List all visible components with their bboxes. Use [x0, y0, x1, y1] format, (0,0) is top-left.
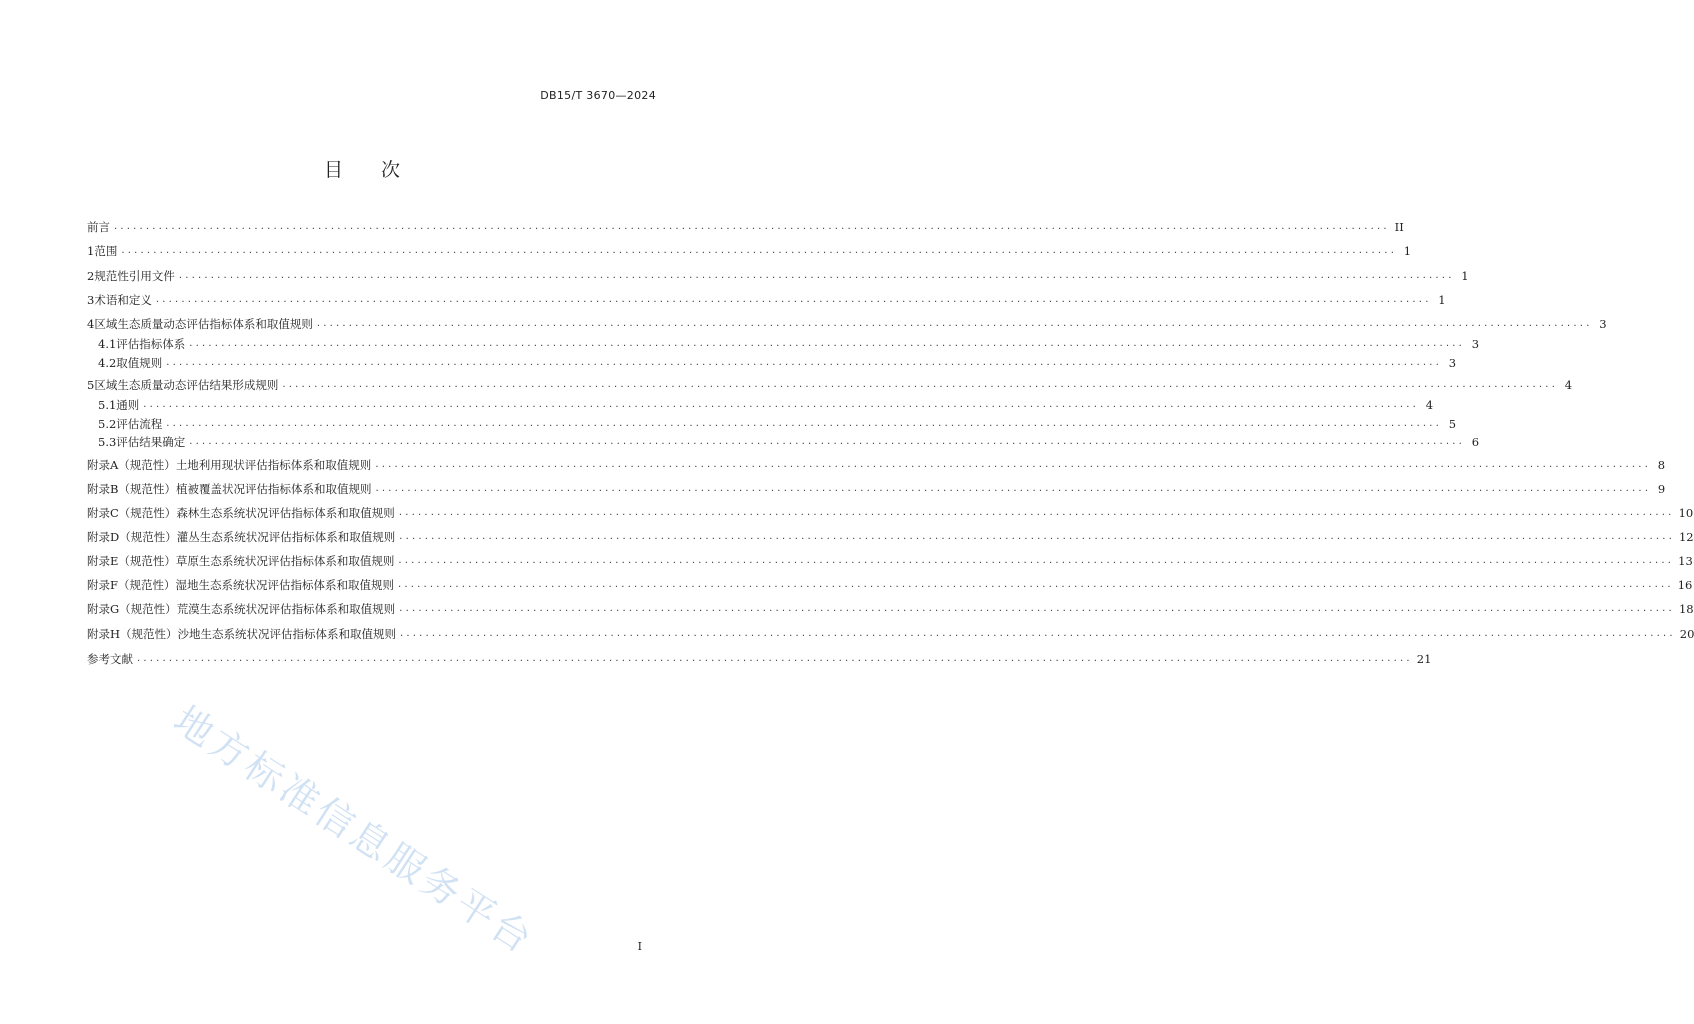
toc-entry-label: 评估流程 — [116, 417, 163, 431]
toc-entry[interactable] — [87, 601, 1694, 617]
toc-entry-label: 取值规则 — [116, 356, 163, 370]
toc-entry-page: 1 — [1461, 269, 1469, 283]
toc-entry-label: 荒漠生态系统状况评估指标体系和取值规则 — [176, 602, 396, 616]
toc-leader-dots: ........................................................................................................................................................................................................ — [316, 318, 1593, 329]
toc-entry-label: 森林生态系统状况评估指标体系和取值规则 — [176, 506, 395, 520]
toc-entry-number: 附录H（规范性） — [87, 627, 178, 641]
toc-entry-number: 附录E（规范性） — [87, 554, 176, 568]
toc-entry-number: 附录B（规范性） — [87, 482, 176, 496]
toc-entry[interactable] — [87, 577, 1693, 593]
toc-leader-dots: ........................................................................................................................................................................................................ — [166, 357, 1443, 368]
toc-entry-label: 前言 — [87, 220, 110, 234]
toc-entry-label: 沙地生态系统状况评估指标体系和取值规则 — [177, 627, 397, 641]
toc-entry[interactable] — [87, 553, 1693, 569]
toc-leader-dots: ........................................................................................................................................................................................................ — [400, 628, 1676, 639]
toc-entry-page: 3 — [1448, 356, 1457, 370]
toc-leader-dots: ........................................................................................................................................................................................................ — [398, 507, 1675, 518]
toc-entry-number: 5 — [87, 378, 95, 392]
page-title: 目次 — [323, 159, 438, 181]
toc-entry-page: 4 — [1425, 398, 1434, 412]
toc-entry[interactable] — [87, 377, 1573, 393]
toc-entry[interactable] — [87, 416, 1457, 432]
toc-entry-label: 范围 — [94, 244, 118, 258]
toc-leader-dots: ........................................................................................................................................................................................................ — [397, 579, 1674, 590]
toc-entry-label: 草原生态系统状况评估指标体系和取值规则 — [175, 554, 395, 568]
toc-leader-dots: ........................................................................................................................................................................................................ — [375, 483, 1652, 494]
toc-entry-number: 3 — [87, 293, 95, 307]
toc-leader-dots: ........................................................................................................................................................................................................ — [398, 555, 1675, 566]
toc-entry-number: 附录G（规范性） — [87, 602, 177, 616]
toc-leader-dots: ........................................................................................................................................................................................................ — [178, 270, 1455, 281]
toc-leader-dots: ........................................................................................................................................................................................................ — [114, 221, 1390, 232]
toc-entry[interactable] — [87, 268, 1469, 284]
toc-entry[interactable] — [87, 457, 1666, 473]
toc-entry-label: 植被覆盖状况评估指标体系和取值规则 — [175, 482, 372, 496]
toc-entry[interactable] — [87, 243, 1412, 259]
toc-entry-page: 4 — [1564, 378, 1573, 392]
toc-entry-page: 9 — [1657, 482, 1666, 496]
toc-entry[interactable] — [87, 651, 1432, 667]
toc-entry-number: 5.3 — [98, 435, 117, 449]
toc-entry-page: 21 — [1416, 652, 1432, 666]
toc-entry-label: 湿地生态系统状况评估指标体系和取值规则 — [175, 578, 394, 592]
toc-entry-page: II — [1394, 220, 1404, 234]
toc-entry-page: 12 — [1678, 530, 1694, 544]
toc-entry-label: 评估指标体系 — [116, 337, 186, 351]
toc-entry-label: 土地利用现状评估指标体系和取值规则 — [175, 458, 372, 472]
toc-leader-dots: ........................................................................................................................................................................................................ — [399, 531, 1675, 542]
toc-leader-dots: ........................................................................................................................................................................................................ — [155, 294, 1432, 305]
toc-entry-page: 6 — [1471, 435, 1480, 449]
toc-entry-number: 1 — [87, 244, 95, 258]
toc-entry-number: 附录C（规范性） — [87, 506, 177, 520]
toc-leader-dots: ........................................................................................................................................................................................................ — [143, 399, 1420, 410]
toc-entry[interactable] — [87, 505, 1694, 521]
toc-entry[interactable] — [87, 355, 1457, 371]
toc-entry-page: 3 — [1471, 337, 1480, 351]
toc-entry-label: 参考文献 — [87, 652, 133, 666]
toc-entry-page: 1 — [1438, 293, 1446, 307]
toc-entry[interactable] — [87, 219, 1404, 235]
toc-leader-dots: ........................................................................................................................................................................................................ — [375, 459, 1652, 470]
toc-entry-page: 20 — [1679, 627, 1694, 641]
toc-entry-page: 13 — [1678, 554, 1693, 568]
toc-leader-dots: ........................................................................................................................................................................................................ — [121, 245, 1398, 256]
toc-entry-number: 2 — [87, 269, 95, 283]
toc-entry-page: 3 — [1599, 317, 1607, 331]
toc-entry-page: 5 — [1448, 417, 1457, 431]
toc-entry-number: 5.2 — [98, 417, 117, 431]
standard-code: DB15/T 3670—2024 — [540, 89, 656, 102]
toc-entry-number: 4.1 — [98, 337, 117, 351]
toc-entry-label: 灌丛生态系统状况评估指标体系和取值规则 — [176, 530, 396, 544]
toc-entry-page: 1 — [1403, 244, 1412, 258]
toc-entry[interactable] — [87, 481, 1666, 497]
toc-entry[interactable] — [87, 397, 1434, 413]
toc-entry-page: 10 — [1678, 506, 1694, 520]
toc-entry-label: 术语和定义 — [94, 293, 152, 307]
toc-entry-label: 区域生态质量动态评估指标体系和取值规则 — [94, 317, 313, 331]
toc-entry-number: 附录D（规范性） — [87, 530, 177, 544]
toc-entry-number: 4.2 — [98, 356, 117, 370]
toc-entry[interactable] — [87, 626, 1694, 642]
toc-leader-dots: ........................................................................................................................................................................................................ — [189, 436, 1466, 447]
toc-entry-label: 评估结果确定 — [116, 435, 186, 449]
toc-leader-dots: ........................................................................................................................................................................................................ — [137, 653, 1413, 664]
toc-entry-number: 4 — [87, 317, 95, 331]
toc-entry-number: 附录A（规范性） — [87, 458, 176, 472]
toc-leader-dots: ........................................................................................................................................................................................................ — [282, 379, 1559, 390]
toc-entry[interactable] — [87, 529, 1694, 545]
toc-entry[interactable] — [87, 292, 1446, 308]
toc-leader-dots: ........................................................................................................................................................................................................ — [399, 603, 1675, 614]
toc-entry-page: 16 — [1677, 578, 1693, 592]
toc-entry[interactable] — [87, 434, 1480, 450]
toc-leader-dots: ........................................................................................................................................................................................................ — [189, 338, 1466, 349]
toc-entry-label: 通则 — [116, 398, 140, 412]
toc-entry-label: 规范性引用文件 — [94, 269, 175, 283]
toc-entry-label: 区域生态质量动态评估结果形成规则 — [94, 378, 279, 392]
toc-leader-dots: ........................................................................................................................................................................................................ — [166, 418, 1443, 429]
toc-entry[interactable] — [87, 336, 1480, 352]
toc-entry-page: 8 — [1657, 458, 1666, 472]
page-number: I — [637, 940, 642, 953]
toc-entry-page: 18 — [1678, 602, 1694, 616]
watermark: 地方标准信息服务平台 — [166, 697, 543, 964]
toc-entry-number: 附录F（规范性） — [87, 578, 176, 592]
toc-entry[interactable] — [87, 316, 1607, 332]
toc-entry-number: 5.1 — [98, 398, 117, 412]
